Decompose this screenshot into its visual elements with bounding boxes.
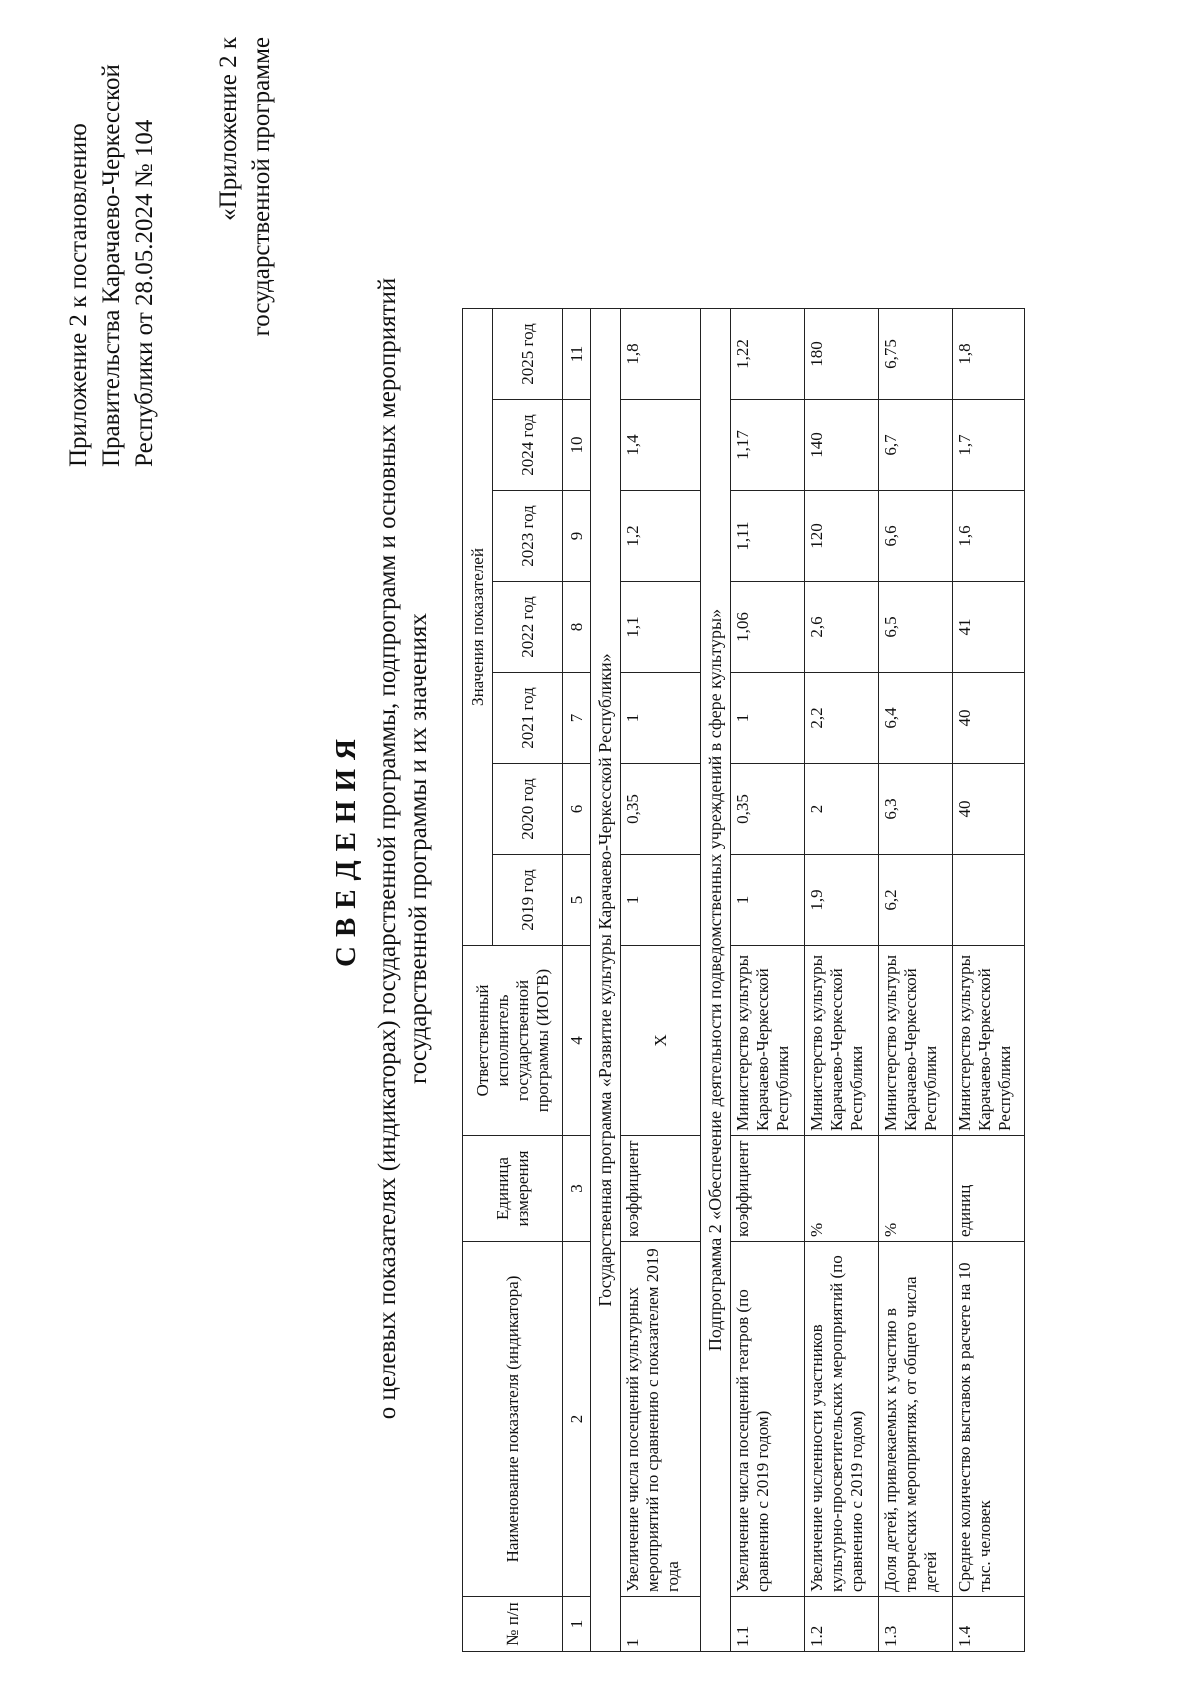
subtitle-line: государственной программы и их значениях — [405, 613, 432, 1084]
executor: Министерство культуры Карачаево-Черкесской Республики — [879, 946, 953, 1136]
executor: X — [621, 946, 701, 1136]
column-number: 5 — [563, 855, 591, 946]
value-cell: 180 — [805, 309, 879, 400]
value-cell: 0,35 — [731, 764, 805, 855]
indicator-name: Среднее количество выставок в расчете на 10 тыс. человек — [953, 1242, 1025, 1597]
value-cell: 0,35 — [621, 764, 701, 855]
column-number: 9 — [563, 491, 591, 582]
value-cell: 1,17 — [731, 400, 805, 491]
value-cell: 6,6 — [879, 491, 953, 582]
value-cell: 1,6 — [953, 491, 1025, 582]
value-cell: 40 — [953, 764, 1025, 855]
header-year: 2023 год — [493, 491, 563, 582]
executor: Министерство культуры Карачаево-Черкесской Республики — [731, 946, 805, 1136]
appendix-reference — [62, 47, 161, 467]
value-cell: 1,9 — [805, 855, 879, 946]
appendix-line: Республики от 28.05.2024 № 104 — [131, 119, 158, 467]
document-title: СВЕДЕНИЯ — [330, 730, 362, 967]
appendix-line: Правительства Карачаево-Черкесской — [98, 64, 125, 467]
indicators-table — [462, 308, 1025, 1652]
table-row — [805, 309, 879, 1652]
table-row — [621, 309, 701, 1652]
unit: единиц — [953, 1136, 1025, 1242]
value-cell: 1,7 — [953, 400, 1025, 491]
row-number: 1.4 — [953, 1597, 1025, 1652]
unit: коэффициент — [731, 1136, 805, 1242]
column-number: 4 — [563, 946, 591, 1136]
section-row — [591, 309, 621, 1652]
value-cell: 1,1 — [621, 582, 701, 673]
row-number: 1.3 — [879, 1597, 953, 1652]
unit: коэффициент — [621, 1136, 701, 1242]
table-row — [879, 309, 953, 1652]
value-cell: 1,22 — [731, 309, 805, 400]
header-number: № п/п — [463, 1597, 563, 1652]
section-row — [701, 309, 731, 1652]
appendix-line: Приложение 2 к постановлению — [65, 123, 92, 467]
column-number: 3 — [563, 1136, 591, 1242]
document-subtitle — [372, 200, 434, 1497]
value-cell: 1,06 — [731, 582, 805, 673]
column-number: 2 — [563, 1242, 591, 1597]
table-row — [953, 309, 1025, 1652]
value-cell: 1,2 — [621, 491, 701, 582]
value-cell: 6,7 — [879, 400, 953, 491]
value-cell: 1,8 — [621, 309, 701, 400]
header-values-group: Значения показателей — [463, 309, 493, 946]
column-number: 10 — [563, 400, 591, 491]
value-cell: 6,5 — [879, 582, 953, 673]
value-cell: 1,8 — [953, 309, 1025, 400]
unit: % — [879, 1136, 953, 1242]
header-year: 2022 год — [493, 582, 563, 673]
value-cell — [953, 855, 1025, 946]
section-title: Государственная программа «Развитие культуры Карачаево-Черкесской Республики» — [591, 309, 621, 1652]
value-cell: 1 — [621, 855, 701, 946]
program-appendix-line: «Приложение 2 к — [215, 37, 242, 221]
column-number: 6 — [563, 764, 591, 855]
column-number: 7 — [563, 673, 591, 764]
value-cell: 6,3 — [879, 764, 953, 855]
indicator-name: Увеличение числа посещений культурных мероприятий по сравнению с показателем 2019 года — [621, 1242, 701, 1597]
indicator-name: Увеличение числа посещений театров (по сравнению с 2019 годом) — [731, 1242, 805, 1597]
column-number: 11 — [563, 309, 591, 400]
section-title: Подпрограмма 2 «Обеспечение деятельности подведомственных учреждений в сфере культуры» — [701, 309, 731, 1652]
row-number: 1.2 — [805, 1597, 879, 1652]
table-row — [731, 309, 805, 1652]
value-cell: 6,4 — [879, 673, 953, 764]
value-cell: 140 — [805, 400, 879, 491]
header-name: Наименование показателя (индикатора) — [463, 1242, 563, 1597]
indicator-name: Доля детей, привлекаемых к участию в творческих мероприятиях, от общего числа детей — [879, 1242, 953, 1597]
subtitle-line: о целевых показателях (индикаторах) государственной программы, подпрограмм и основных мероприятий — [374, 277, 401, 1420]
header-year: 2019 год — [493, 855, 563, 946]
value-cell: 6,2 — [879, 855, 953, 946]
column-number: 8 — [563, 582, 591, 673]
unit: % — [805, 1136, 879, 1242]
value-cell: 2,6 — [805, 582, 879, 673]
value-cell: 1 — [731, 855, 805, 946]
column-number: 1 — [563, 1597, 591, 1652]
header-year: 2024 год — [493, 400, 563, 491]
header-year: 2025 год — [493, 309, 563, 400]
value-cell: 2 — [805, 764, 879, 855]
value-cell: 1,11 — [731, 491, 805, 582]
executor: Министерство культуры Карачаево-Черкесской Республики — [953, 946, 1025, 1136]
header-unit: Единица измерения — [463, 1136, 563, 1242]
indicator-name: Увеличение численности участников культурно-просветительских мероприятий (по сравнению с 2019 годом) — [805, 1242, 879, 1597]
header-year: 2020 год — [493, 764, 563, 855]
value-cell: 1,4 — [621, 400, 701, 491]
column-number-row — [563, 309, 591, 1652]
program-appendix-reference — [212, 37, 278, 397]
value-cell: 41 — [953, 582, 1025, 673]
value-cell: 1 — [731, 673, 805, 764]
value-cell: 1 — [621, 673, 701, 764]
value-cell: 2,2 — [805, 673, 879, 764]
header-executor: Ответственный исполнитель государственной программы (ИОГВ) — [463, 946, 563, 1136]
row-number: 1.1 — [731, 1597, 805, 1652]
value-cell: 6,75 — [879, 309, 953, 400]
header-year: 2021 год — [493, 673, 563, 764]
value-cell: 120 — [805, 491, 879, 582]
value-cell: 40 — [953, 673, 1025, 764]
program-appendix-line: государственной программе — [248, 37, 275, 337]
row-number: 1 — [621, 1597, 701, 1652]
executor: Министерство культуры Карачаево-Черкесской Республики — [805, 946, 879, 1136]
